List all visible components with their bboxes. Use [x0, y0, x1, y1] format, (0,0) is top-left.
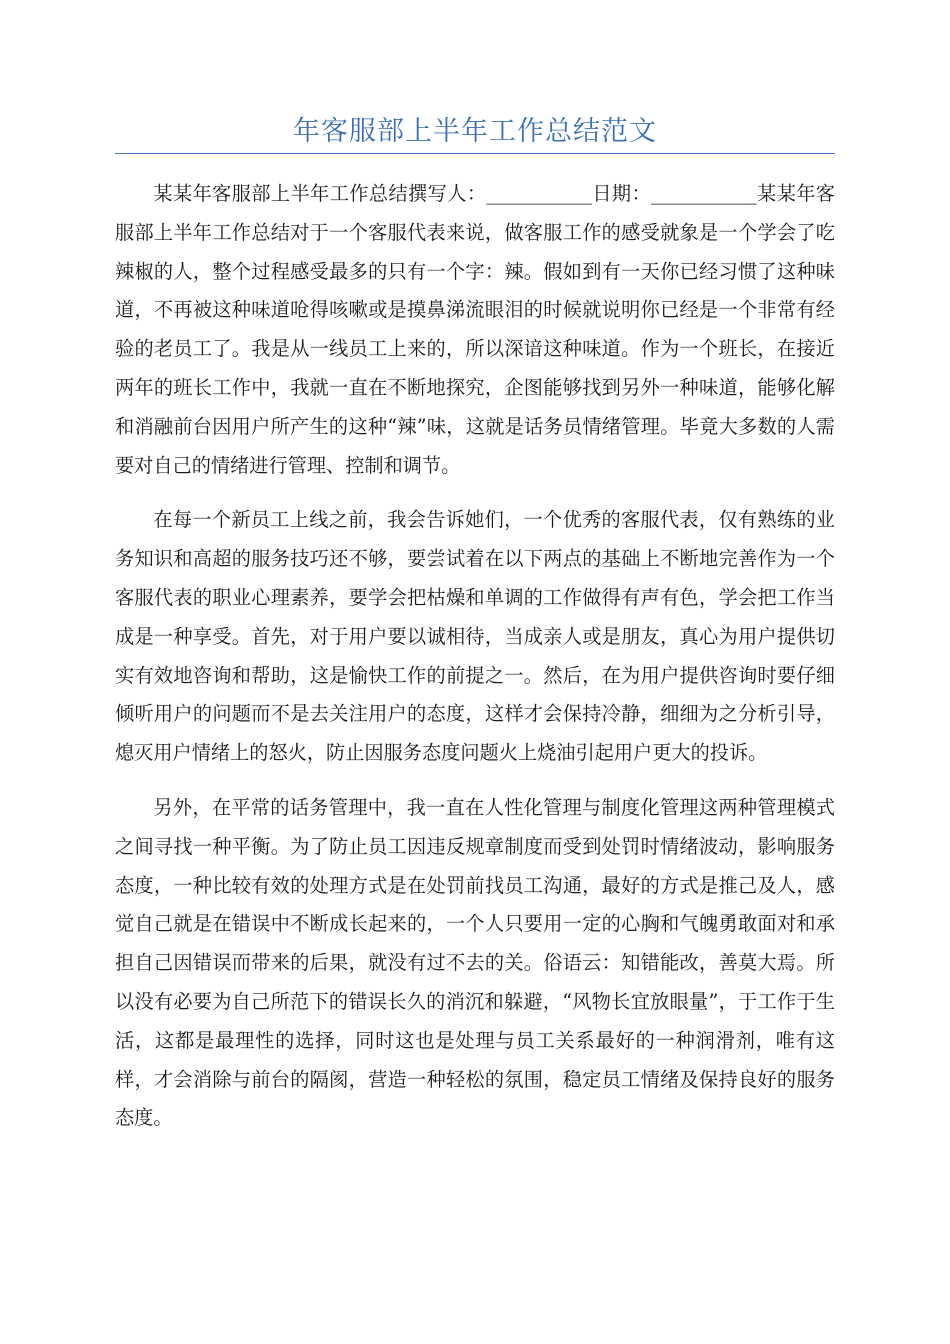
- title-underline: [115, 153, 835, 154]
- paragraph: 在每一个新员工上线之前，我会告诉她们，一个优秀的客服代表，仅有熟练的业务知识和高超的服务技巧还不够，要尝试着在以下两点的基础上不断地完善作为一个客服代表的职业心理素养，要学会把枯燥和单调的工作做得有声有色，学会把工作当成是一种享受。首先，对于用户要以诚相待，当成亲人或是朋友，真心为用户提供切实有效地咨询和帮助，这是愉快工作的前提之一。然后，在为用户提供咨询时要仔细倾听用户的问题而不是去关注用户的态度，这样才会保持冷静，细细为之分析引导，熄灭用户情绪上的怒火，防止因服务态度问题火上烧油引起用户更大的投诉。: [115, 508, 835, 765]
- document-body: [115, 175, 835, 1154]
- paragraph: 另外，在平常的话务管理中，我一直在人性化管理与制度化管理这两种管理模式之间寻找一种平衡。为了防止员工因违反规章制度而受到处罚时情绪波动，影响服务态度，一种比较有效的处理方式是在处罚前找员工沟通，最好的方式是推己及人，感觉自己就是在错误中不断成长起来的，一个人只要用一定的心胸和气魄勇敢面对和承担自己因错误而带来的后果，就没有过不去的关。俗语云：知错能改，善莫大焉。所以没有必要为自己所范下的错误长久的消沉和躲避，“风物长宜放眼量”，于工作于生活，这都是最理性的选择，同时这也是处理与员工关系最好的一种润滑剂，唯有这样，才会消除与前台的隔阂，营造一种轻松的氛围，稳定员工情绪及保持良好的服务态度。: [115, 795, 835, 1130]
- document-title: 年客服部上半年工作总结范文: [293, 116, 657, 147]
- paragraph: 某某年客服部上半年工作总结撰写人：___________日期：___________某某年客服部上半年工作总结对于一个客服代表来说，做客服工作的感受就象是一个学会了吃辣椒的人，整个过程感受最多的只有一个字：辣。假如到有一天你已经习惯了这种味道，不再被这种味道呛得咳嗽或是摸鼻涕流眼泪的时候就说明你已经是一个非常有经验的老员工了。我是从一线员工上来的，所以深谙这种味道。作为一个班长，在接近两年的班长工作中，我就一直在不断地探究，企图能够找到另外一种味道，能够化解和消融前台因用户所产生的这种“辣”味，这就是话务员情绪管理。毕竟大多数的人需要对自己的情绪进行管理、控制和调节。: [115, 182, 835, 477]
